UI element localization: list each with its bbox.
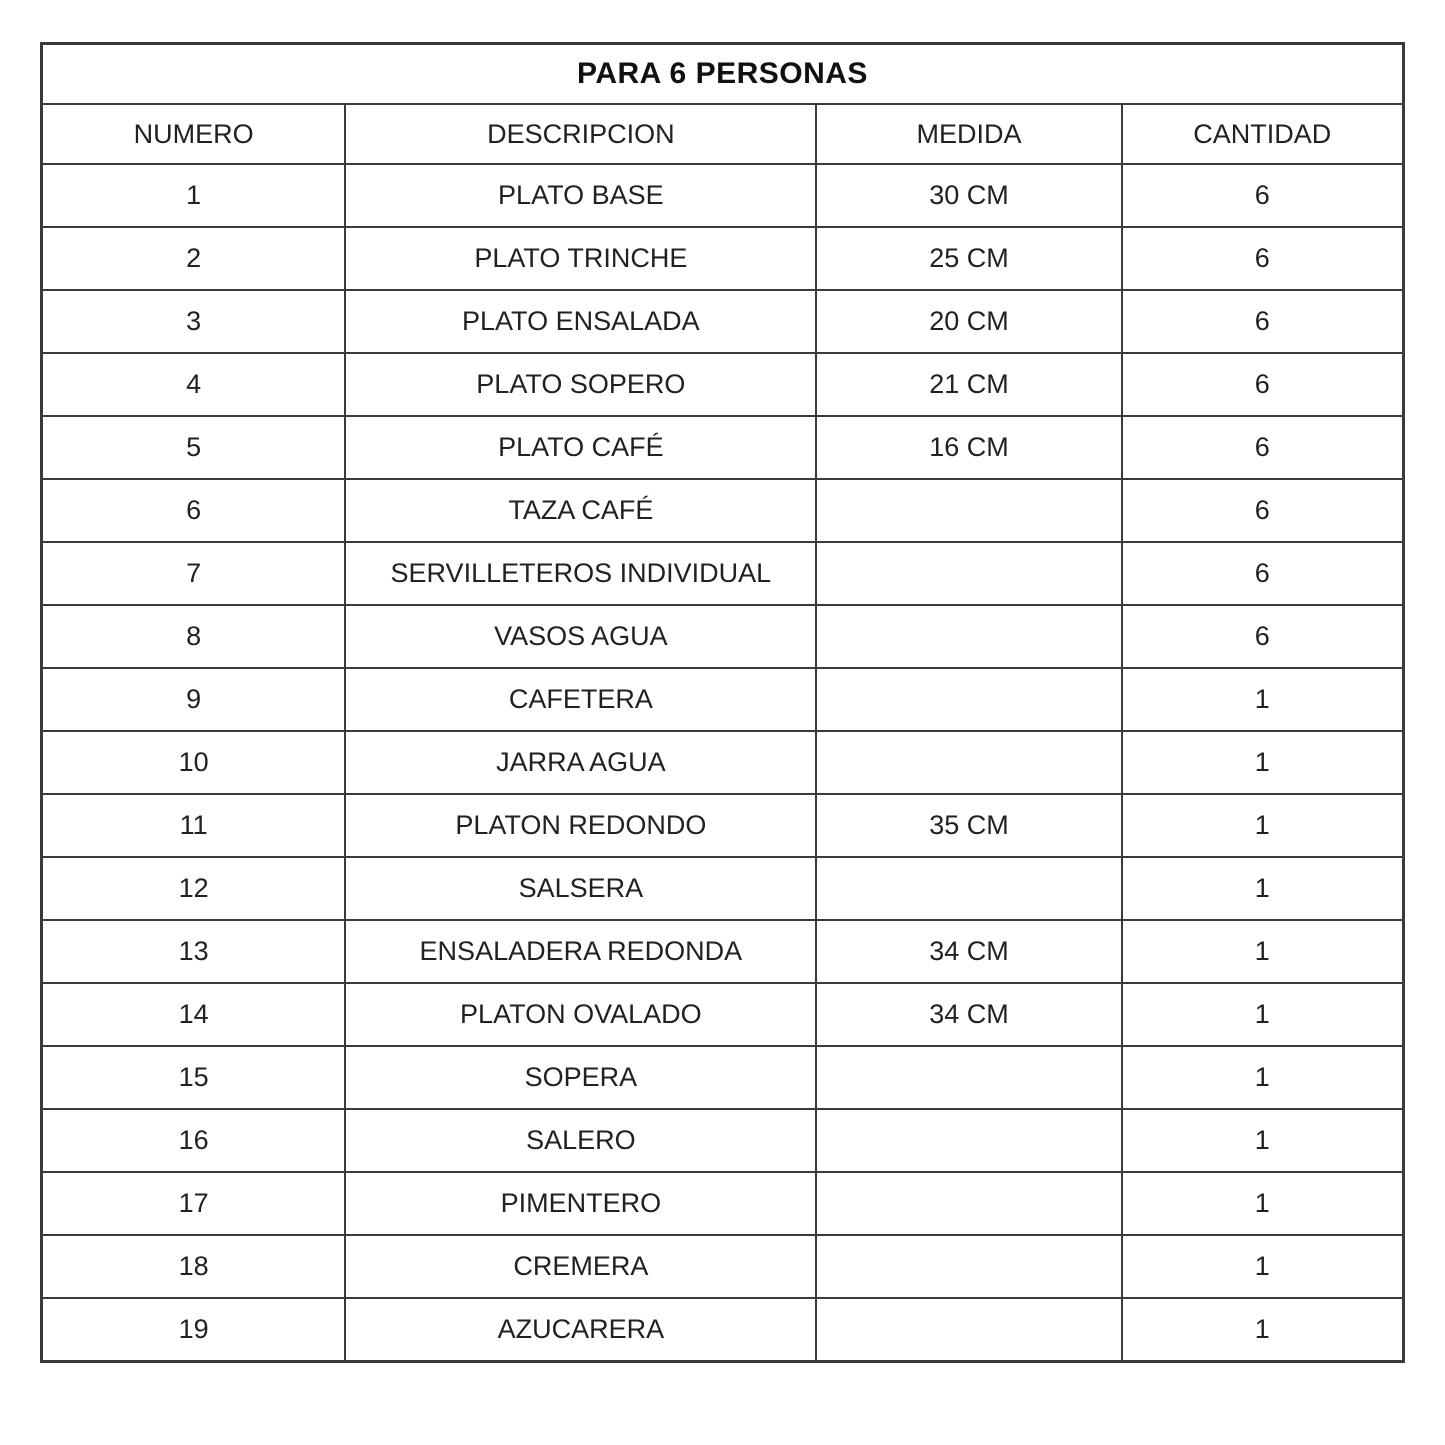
- cell-descripcion: PLATON OVALADO: [345, 983, 816, 1046]
- table-row: [42, 416, 1404, 479]
- cell-descripcion: VASOS AGUA: [345, 605, 816, 668]
- table-row: [42, 164, 1404, 227]
- cell-cantidad: 1: [1122, 857, 1404, 920]
- cell-descripcion: JARRA AGUA: [345, 731, 816, 794]
- cell-descripcion: CAFETERA: [345, 668, 816, 731]
- cell-medida: 30 CM: [816, 164, 1121, 227]
- column-header-numero: NUMERO: [42, 104, 346, 164]
- cell-medida: 35 CM: [816, 794, 1121, 857]
- cell-numero: 19: [42, 1298, 346, 1362]
- cell-medida: 16 CM: [816, 416, 1121, 479]
- cell-medida: [816, 1235, 1121, 1298]
- cell-numero: 9: [42, 668, 346, 731]
- cell-descripcion: SOPERA: [345, 1046, 816, 1109]
- table-row: [42, 1109, 1404, 1172]
- column-header-cantidad: CANTIDAD: [1122, 104, 1404, 164]
- cell-medida: [816, 542, 1121, 605]
- cell-descripcion: PLATO ENSALADA: [345, 290, 816, 353]
- cell-cantidad: 6: [1122, 479, 1404, 542]
- cell-numero: 1: [42, 164, 346, 227]
- cell-cantidad: 6: [1122, 290, 1404, 353]
- cell-medida: [816, 857, 1121, 920]
- cell-medida: [816, 1298, 1121, 1362]
- cell-medida: [816, 479, 1121, 542]
- table-head: [42, 44, 1404, 165]
- cell-descripcion: PLATO TRINCHE: [345, 227, 816, 290]
- cell-medida: [816, 1046, 1121, 1109]
- cell-numero: 2: [42, 227, 346, 290]
- cell-numero: 13: [42, 920, 346, 983]
- cell-numero: 16: [42, 1109, 346, 1172]
- cell-descripcion: TAZA CAFÉ: [345, 479, 816, 542]
- cell-cantidad: 1: [1122, 1298, 1404, 1362]
- table-row: [42, 227, 1404, 290]
- cell-descripcion: PLATO BASE: [345, 164, 816, 227]
- table-row: [42, 353, 1404, 416]
- cell-cantidad: 1: [1122, 983, 1404, 1046]
- cell-numero: 17: [42, 1172, 346, 1235]
- table-row: [42, 857, 1404, 920]
- cell-cantidad: 1: [1122, 1109, 1404, 1172]
- table-row: [42, 668, 1404, 731]
- cell-descripcion: AZUCARERA: [345, 1298, 816, 1362]
- cell-medida: 21 CM: [816, 353, 1121, 416]
- cell-descripcion: SALSERA: [345, 857, 816, 920]
- column-header-medida: MEDIDA: [816, 104, 1121, 164]
- table-row: [42, 1298, 1404, 1362]
- table-row: [42, 542, 1404, 605]
- cell-numero: 8: [42, 605, 346, 668]
- cell-medida: [816, 1172, 1121, 1235]
- cell-numero: 18: [42, 1235, 346, 1298]
- cell-cantidad: 1: [1122, 794, 1404, 857]
- table-body: [42, 164, 1404, 1362]
- cell-medida: 20 CM: [816, 290, 1121, 353]
- table-row: [42, 479, 1404, 542]
- table-row: [42, 1235, 1404, 1298]
- table-row: [42, 605, 1404, 668]
- table-row: [42, 1046, 1404, 1109]
- cell-numero: 11: [42, 794, 346, 857]
- cell-descripcion: CREMERA: [345, 1235, 816, 1298]
- table-row: [42, 1172, 1404, 1235]
- cell-descripcion: PLATON REDONDO: [345, 794, 816, 857]
- cell-medida: 34 CM: [816, 920, 1121, 983]
- cell-medida: 34 CM: [816, 983, 1121, 1046]
- cell-descripcion: SERVILLETEROS INDIVIDUAL: [345, 542, 816, 605]
- table-title: PARA 6 PERSONAS: [42, 44, 1404, 105]
- table-row: [42, 290, 1404, 353]
- cell-numero: 12: [42, 857, 346, 920]
- cell-medida: [816, 668, 1121, 731]
- cell-numero: 5: [42, 416, 346, 479]
- cell-cantidad: 1: [1122, 920, 1404, 983]
- cell-medida: [816, 605, 1121, 668]
- cell-cantidad: 6: [1122, 353, 1404, 416]
- column-header-row: [42, 104, 1404, 164]
- cell-cantidad: 1: [1122, 731, 1404, 794]
- cell-cantidad: 1: [1122, 1046, 1404, 1109]
- cell-cantidad: 6: [1122, 164, 1404, 227]
- table-row: [42, 731, 1404, 794]
- cell-descripcion: PLATO SOPERO: [345, 353, 816, 416]
- title-row: [42, 44, 1404, 105]
- cell-descripcion: SALERO: [345, 1109, 816, 1172]
- cell-numero: 3: [42, 290, 346, 353]
- cell-medida: [816, 1109, 1121, 1172]
- cell-cantidad: 6: [1122, 227, 1404, 290]
- cell-descripcion: PIMENTERO: [345, 1172, 816, 1235]
- table-row: [42, 920, 1404, 983]
- cell-numero: 6: [42, 479, 346, 542]
- cell-cantidad: 6: [1122, 416, 1404, 479]
- cell-cantidad: 1: [1122, 1235, 1404, 1298]
- column-header-descripcion: DESCRIPCION: [345, 104, 816, 164]
- cell-numero: 4: [42, 353, 346, 416]
- cell-descripcion: ENSALADERA REDONDA: [345, 920, 816, 983]
- cell-medida: 25 CM: [816, 227, 1121, 290]
- cell-numero: 7: [42, 542, 346, 605]
- cell-numero: 10: [42, 731, 346, 794]
- cell-descripcion: PLATO CAFÉ: [345, 416, 816, 479]
- table-row: [42, 983, 1404, 1046]
- cell-medida: [816, 731, 1121, 794]
- cell-cantidad: 6: [1122, 605, 1404, 668]
- cell-numero: 14: [42, 983, 346, 1046]
- cell-cantidad: 6: [1122, 542, 1404, 605]
- table-row: [42, 794, 1404, 857]
- cell-cantidad: 1: [1122, 668, 1404, 731]
- cell-numero: 15: [42, 1046, 346, 1109]
- cell-cantidad: 1: [1122, 1172, 1404, 1235]
- tableware-inventory-table: [40, 42, 1405, 1363]
